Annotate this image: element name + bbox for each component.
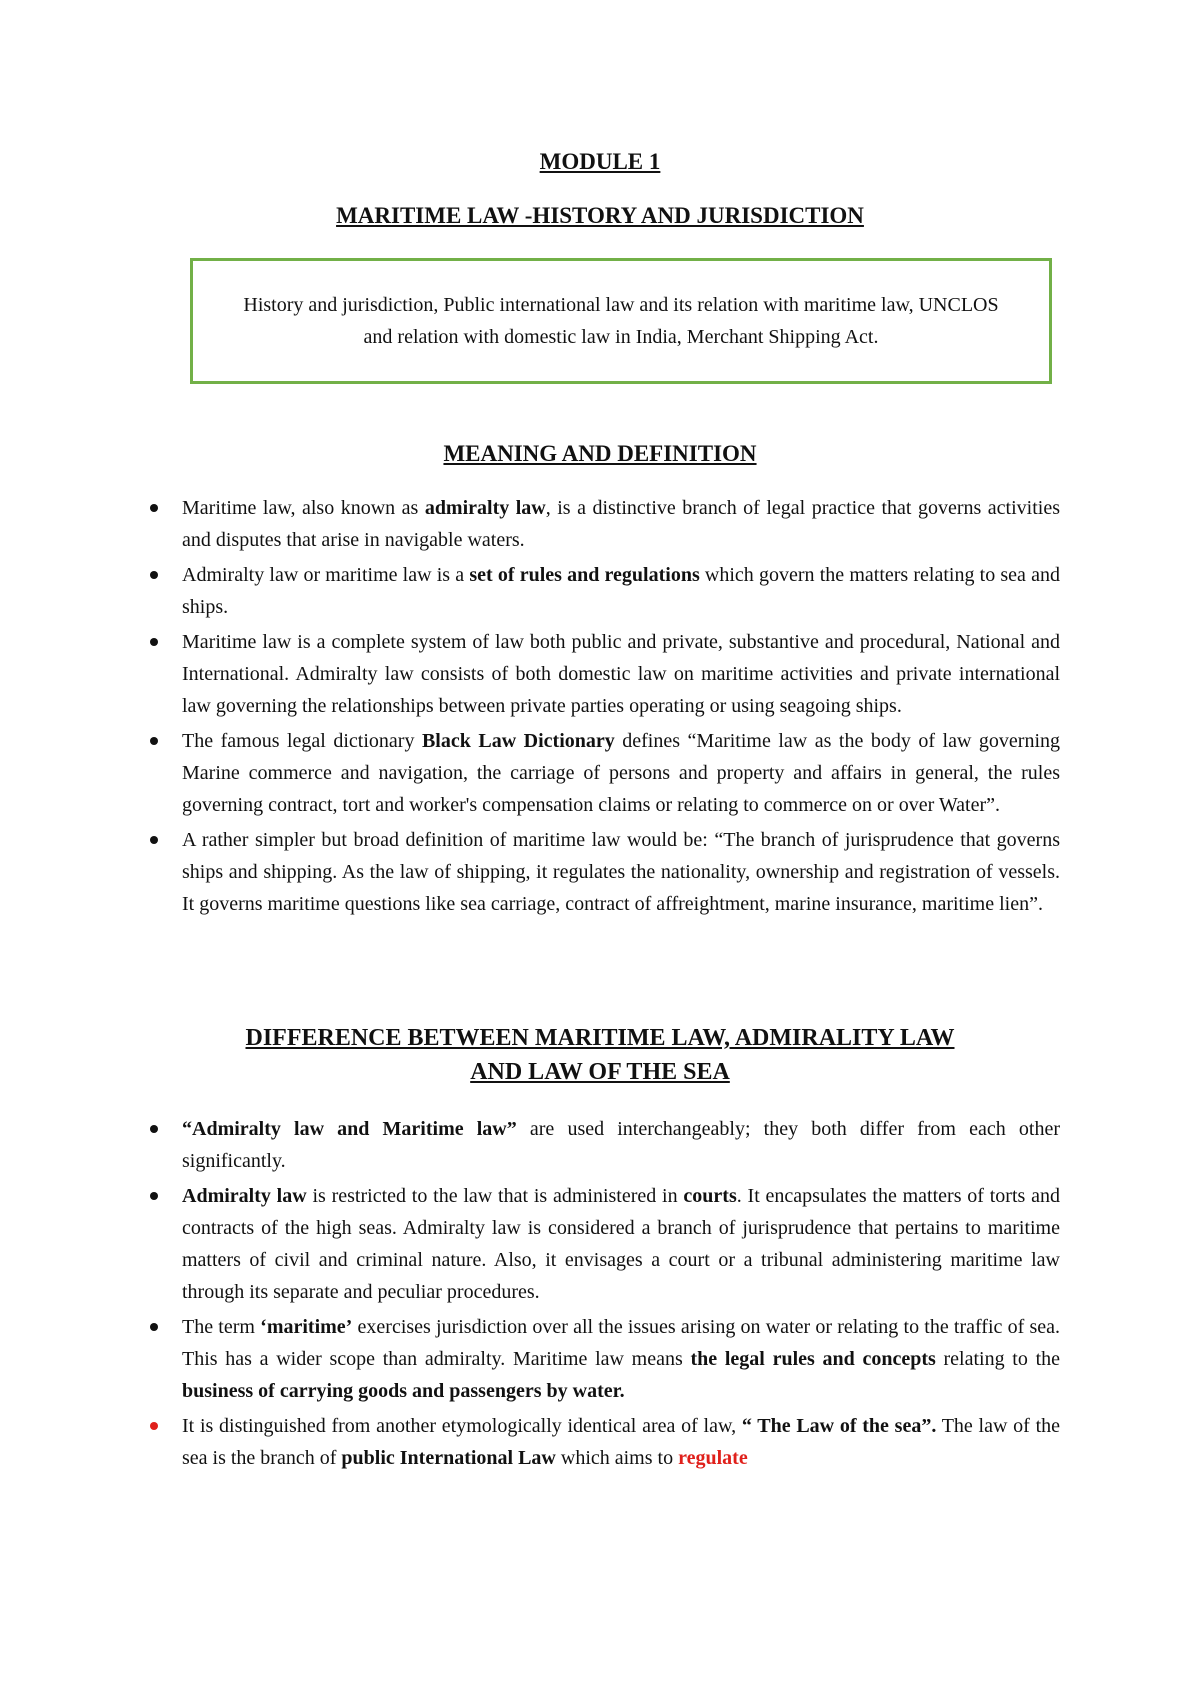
item-bold: “Admiralty law and Maritime law” [182,1118,517,1140]
item-text: which govern the matters relating to sea and ships. [182,564,1060,618]
item-bold: Black Law Dictionary [421,730,615,752]
bullet-icon [150,638,158,646]
list-item [145,1410,1060,1474]
difference-list [145,1113,1060,1477]
module-title: MODULE 1 [539,149,661,174]
item-text: Maritime law is a complete system of law both public and private, substantive and procedural, National and International. Admiralty law consists of both domestic law on maritime activities and private international law governing the relationships between private parties operating or using seagoing ships. [182,631,1060,717]
item-bold: ‘maritime’ [260,1316,353,1338]
list-item [145,492,1060,556]
list-item [145,1180,1060,1308]
item-bold: Admiralty law [182,1185,307,1207]
item-text: The term [182,1316,261,1338]
list-item [145,824,1060,920]
item-text: exercises jurisdiction over all the issues arising on water or relating to the traffic of sea. This has a wider scope than admiralty. Maritime law means [182,1316,1060,1370]
bullet-icon [150,1192,158,1200]
list-item [145,626,1060,722]
item-text: , is a distinctive branch of legal practice that governs activities and disputes that arise in navigable waters. [182,497,1060,551]
item-text: defines “Maritime law as the body of law governing Marine commerce and navigation, the carriage of persons and property and affairs in general, the rules governing contract, tort and worker's compensation claims or relating to commerce on or over Water”. [182,730,1061,816]
list-item [145,559,1060,623]
item-text: It is distinguished from another etymologically identical area of law, [182,1415,742,1437]
bullet-icon [150,571,158,579]
item-text: A rather simpler but broad definition of maritime law would be: “The branch of jurisprudence that governs ships and shipping. As the law of shipping, it regulates the nationality, ownership and registration of vessels. It governs maritime questions like sea carriage, contract of affreightment, marine insurance, maritime lien”. [182,829,1060,915]
item-bold: public International Law [341,1447,556,1469]
item-text: . It encapsulates the matters of torts and contracts of the high seas. Admiralty law is considered a branch of jurisprudence that pertains to maritime matters of civil and criminal nature. Also, it envisages a court or a tribunal administering maritime law through its separate and peculiar procedures. [182,1185,1060,1303]
item-text: is restricted to the law that is administered in [306,1185,684,1207]
bullet-icon [150,737,158,745]
item-bold: the legal rules and concepts [690,1348,936,1370]
item-text: relating to the [935,1348,1060,1370]
summary-box [190,258,1052,384]
bullet-icon [150,504,158,512]
item-red-bold: regulate [678,1447,748,1469]
item-text: Admiralty law or maritime law is a [182,564,470,586]
bullet-icon [150,1125,158,1133]
main-title: MARITIME LAW -HISTORY AND JURISDICTION [336,203,864,228]
item-text: The famous legal dictionary [182,730,422,752]
difference-heading: DIFFERENCE BETWEEN MARITIME LAW, ADMIRALITY LAW AND LAW OF THE SEA [245,1025,955,1085]
red-bullet-icon [150,1422,158,1430]
item-bold: courts [683,1185,737,1207]
item-bold: admiralty law [424,497,546,519]
item-bold: “ The Law of the sea”. [741,1415,937,1437]
item-text: The law of the sea is the branch of [182,1415,1061,1469]
item-text: are used interchangeably; they both differ from each other significantly. [182,1118,1060,1172]
list-item [145,725,1060,821]
item-bold: business of carrying goods and passengers by water. [182,1380,625,1402]
summary-text: History and jurisdiction, Public international law and its relation with maritime law, UNCLOS and relation with domestic law in India, Merchant Shipping Act. [243,294,999,348]
meaning-list [145,492,1060,923]
list-item [145,1311,1060,1407]
item-bold: set of rules and regulations [469,564,700,586]
item-text: Maritime law, also known as [182,497,425,519]
meaning-heading: MEANING AND DEFINITION [443,441,757,466]
bullet-icon [150,1323,158,1331]
bullet-icon [150,836,158,844]
list-item [145,1113,1060,1177]
item-text: which aims to [555,1447,679,1469]
